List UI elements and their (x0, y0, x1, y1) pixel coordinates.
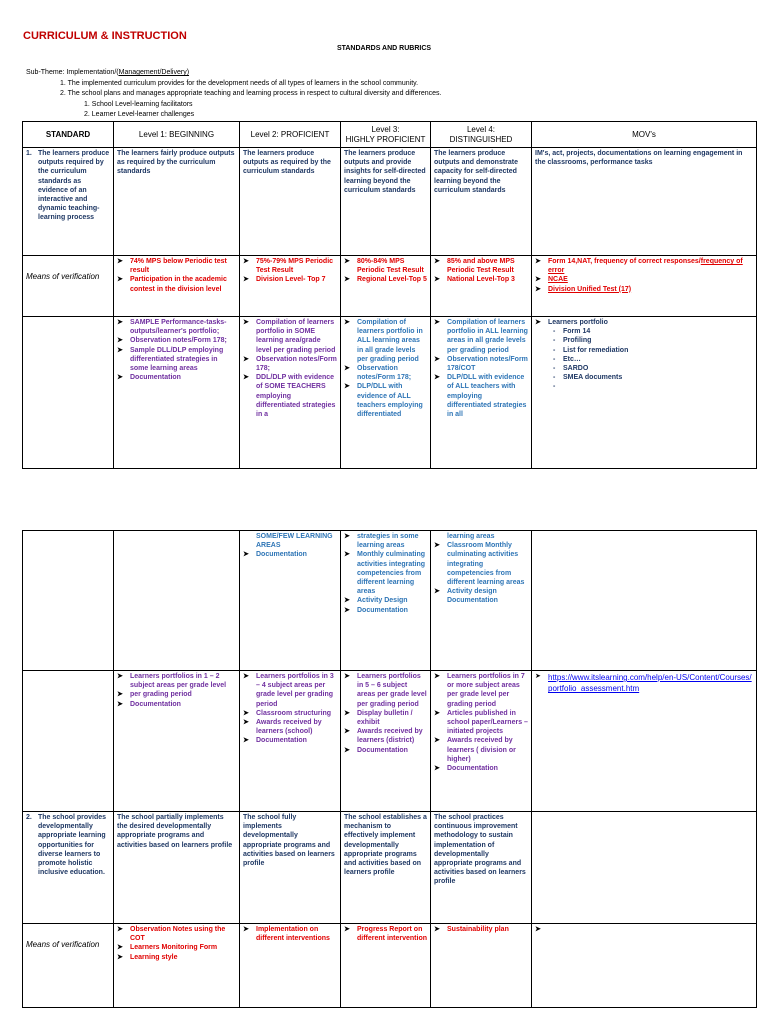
mov-row-1 (23, 256, 757, 317)
list-item: ➤ DLP/DLL with evidence of ALL teachers with employing differentiated strategies in all (434, 373, 528, 419)
standard-1-cell (23, 148, 114, 256)
row4-level-4 (431, 531, 532, 671)
row4-level-2 (240, 531, 341, 671)
header-level-4-line1: Level 4: (466, 125, 496, 135)
list-item: ➤ Compilation of learners portfolio in SOME learning area/grade level per grading period (243, 318, 337, 355)
empty-cell (23, 317, 114, 469)
row2-level-3 (341, 256, 431, 317)
row5-level-4 (431, 671, 532, 812)
list-item: ➤ Activity Design (344, 596, 427, 605)
header-row (23, 122, 757, 148)
portfolio-row (23, 671, 757, 812)
intro-item: 1. The implemented curriculum provides for the development needs of all types of learners in the school community. (60, 79, 419, 87)
list-item: ➤ 75%-79% MPS Periodic Test Result (243, 257, 337, 275)
header-standard: STANDARD (23, 122, 114, 148)
continued-text: SOME/FEW LEARNING AREAS (256, 533, 333, 550)
row5-level-1 (114, 671, 240, 812)
row5-movs (532, 671, 757, 812)
empty-cell (23, 531, 114, 671)
list-item: ➤ strategies in some learning areas (344, 532, 427, 550)
list-item: ➤ Compilation of learners portfolio in ALL learning areas in all grade levels per grading period (434, 318, 528, 355)
mov-label: Means of verification (26, 272, 100, 281)
std2-level-3: The school establishes a mechanism to effectively implement developmentally appropriate programs and activities based on learners profile (341, 812, 431, 924)
row7-level-1 (114, 924, 240, 1008)
empty-cell (23, 671, 114, 812)
list-item: ➤ Documentation (344, 606, 427, 615)
intro-item: 2. Learner Level-learner challenges (84, 111, 195, 118)
list-item: ➤ Documentation (434, 764, 528, 773)
sub-item: - SARDO (553, 364, 753, 373)
list-item: ➤ Participation in the academic contest in the division level (117, 275, 236, 293)
list-item: ➤ DDL/DLP with evidence of SOME TEACHERS employing differentiated strategies in a (243, 373, 337, 419)
list-item: ➤ Awards received by learners (district) (344, 727, 427, 745)
list-item: ➤ Division Level- Top 7 (243, 275, 337, 284)
list-item: ➤ Implementation on different interventions (243, 925, 337, 943)
list-item: ➤ Learners portfolios in 3 – 4 subject areas per grade level per grading period (243, 672, 337, 709)
mov-text: Form 14,NAT, frequency of correct responses/ (548, 258, 701, 265)
row3-level-3 (341, 317, 431, 469)
list-item: ➤ Sustainability plan (434, 925, 528, 934)
portfolio-assessment-link[interactable]: https://www.itslearning.com/help/en-US/Content/Courses/portfolio_assessment.htm (548, 673, 752, 694)
list-item: ➤ 85% and above MPS Periodic Test Result (434, 257, 528, 275)
row4-level-3 (341, 531, 431, 671)
list-item: ➤ Awards received by learners (school) (243, 718, 337, 736)
header-movs: MOV's (532, 122, 757, 148)
list-item: ➤ Learners Monitoring Form (117, 943, 236, 952)
list-item: ➤ 80%-84% MPS Periodic Test Result (344, 257, 427, 275)
row2-level-2 (240, 256, 341, 317)
list-item: ➤ Articles published in school paper/Learners – initiated projects (434, 709, 528, 737)
mov-row-2 (23, 317, 757, 469)
header-level-2: Level 2: PROFICIENT (240, 122, 341, 148)
list-item (535, 257, 753, 275)
std1-level-4: The learners produce outputs and demonstrate capacity for self-directed learning beyond the curriculum standards (431, 148, 532, 256)
header-level-3-line2: HIGHLY PROFICIENT (345, 134, 426, 144)
row7-level-3 (341, 924, 431, 1008)
mov-underlined: Division Unified Test (17) (548, 285, 632, 293)
sub-item: - Form 14 (553, 327, 753, 336)
list-item: ➤ SAMPLE Performance-tasks-outputs/learner's portfolio; (117, 318, 236, 336)
row5-level-3 (341, 671, 431, 812)
list-item: ➤ 74% MPS below Periodic test result (117, 257, 236, 275)
list-item: ➤ Classroom structuring (243, 709, 337, 718)
list-item: ➤ Observation Notes using the COT (117, 925, 236, 943)
rubric-table-2 (22, 530, 757, 1008)
sub-item: - Profiling (553, 336, 753, 345)
continued-text: learning areas (447, 533, 495, 540)
row7-level-2 (240, 924, 341, 1008)
row7-level-4 (431, 924, 532, 1008)
list-item: ➤ Sample DLL/DLP employing differentiated strategies in some learning areas (117, 346, 236, 374)
std1-level-2: The learners produce outputs as required by the curriculum standards (240, 148, 341, 256)
standard-number: 2. (26, 814, 32, 821)
empty-cell (532, 812, 757, 924)
standard-1-row (23, 148, 757, 256)
row3-level-1 (114, 317, 240, 469)
header-level-1: Level 1: BEGINNING (114, 122, 240, 148)
list-item: ➤ Documentation (243, 550, 337, 559)
header-level-3-line1: Level 3: (371, 125, 400, 135)
mov-row-3 (23, 924, 757, 1008)
std2-level-1: The school partially implements the desired developmentally appropriate programs and activities based on learners profile (114, 812, 240, 924)
list-item: ➤ Compilation of learners portfolio in ALL learning areas in all grade levels per grading period (344, 318, 427, 364)
std1-level-1: The learners fairly produce outputs as required by the curriculum standards (114, 148, 240, 256)
list-item (535, 285, 753, 294)
list-item: ➤ Awards received by learners ( division or higher) (434, 736, 528, 764)
row3-level-4 (431, 317, 532, 469)
std1-level-3: The learners produce outputs and provide insights for self-directed learning beyond the curriculum standards (341, 148, 431, 256)
intro-block (26, 68, 441, 121)
row7-movs (532, 924, 757, 1008)
list-item: ➤ Observation notes/Form 178; (243, 355, 337, 373)
std1-movs: IM's, act, projects, documentations on learning engagement in the classrooms, performance tasks (532, 148, 757, 256)
sub-item: - SMEA documents (553, 373, 753, 382)
list-item: ➤ National Level-Top 3 (434, 275, 528, 284)
mov-label-cell (23, 924, 114, 1008)
standard-text: The learners produce outputs required by the curriculum standards as evidence of an interactive and dynamic teaching-learning process (38, 150, 110, 222)
list-item: ➤ Observation notes/Form 178/COT (434, 355, 528, 373)
rubric-table-1 (22, 121, 757, 469)
subtheme-prefix: Sub-Theme: Implementation/( (26, 69, 119, 76)
row2-level-1 (114, 256, 240, 317)
list-item: ➤ Learning style (117, 953, 236, 962)
page-title: CURRICULUM & INSTRUCTION (23, 30, 187, 42)
page-subtitle: STANDARDS AND RUBRICS (336, 45, 432, 52)
list-item: ➤ Documentation (117, 700, 236, 709)
mov-label: Means of verification (26, 940, 100, 949)
list-item: ➤ Classroom Monthly culminating activities integrating competencies from different learning areas (434, 541, 528, 587)
list-item: ➤ Observation notes/Form 178; (344, 364, 427, 382)
row2-level-4 (431, 256, 532, 317)
subtheme-line (26, 68, 441, 79)
mov-label-cell (23, 256, 114, 317)
list-item: ➤ Progress Report on different intervention (344, 925, 427, 943)
list-item: ➤ DLP/DLL with evidence of ALL teachers employing differentiated (344, 382, 427, 419)
row3-movs (532, 317, 757, 469)
list-item: ➤ Observation notes/Form 178; (117, 336, 236, 345)
row5-level-2 (240, 671, 341, 812)
row3-level-2 (240, 317, 341, 469)
header-level-3 (341, 122, 431, 148)
mov-underlined: frequency of error (548, 258, 743, 275)
continued-row (23, 531, 757, 671)
list-item: ➤ Learners portfolio (535, 318, 753, 327)
list-item: ➤ Documentation (344, 746, 427, 755)
mov-underlined: NCAE (548, 276, 568, 284)
list-item (535, 275, 753, 284)
subtheme-underlined: Management/Delivery) (118, 69, 190, 76)
list-item: ➤ Activity design Documentation (434, 587, 528, 605)
sub-item: - List for remediation (553, 346, 753, 355)
empty-cell (114, 531, 240, 671)
header-level-4 (431, 122, 532, 148)
std2-level-4: The school practices continuous improvement methodology to sustain implementation of developmentally appropriate programs and activities based on learners profile (431, 812, 532, 924)
list-item: ➤ Learners portfolios in 5 – 6 subject areas per grade level per grading period (344, 672, 427, 709)
header-level-4-line2: DISTINGUISHED (449, 134, 513, 144)
intro-item: 2. The school plans and manages appropriate teaching and learning process in respect to cultural diversity and differences. (60, 90, 442, 97)
intro-item: 1. School Level-learning facilitators (84, 100, 193, 108)
standard-2-cell (23, 812, 114, 924)
list-item: ➤ Learners portfolios in 1 – 2 subject areas per grade level (117, 672, 236, 690)
row2-movs (532, 256, 757, 317)
sub-item: - Etc… (553, 355, 753, 364)
list-item: ➤ Display bulletin / exhibit (344, 709, 427, 727)
list-item: ➤ Monthly culminating activities integrating competencies from different learning areas (344, 550, 427, 596)
list-item: ➤ Documentation (243, 736, 337, 745)
standard-text: The school provides developmentally appropriate learning opportunities for diverse learners to promote holistic inclusive education. (38, 814, 107, 877)
list-item: ➤ per grading period (117, 690, 236, 699)
list-item: ➤ Learners portfolios in 7 or more subject areas per grade level per grading period (434, 672, 528, 709)
standard-2-row (23, 812, 757, 924)
list-item: ➤ Documentation (117, 373, 236, 382)
list-item (535, 672, 753, 694)
list-item: ➤ Regional Level-Top 5 (344, 275, 427, 284)
std2-level-2: The school fully implements developmentally appropriate programs and activities based on learners profile (240, 812, 341, 924)
standard-number: 1. (26, 150, 32, 157)
empty-cell (532, 531, 757, 671)
